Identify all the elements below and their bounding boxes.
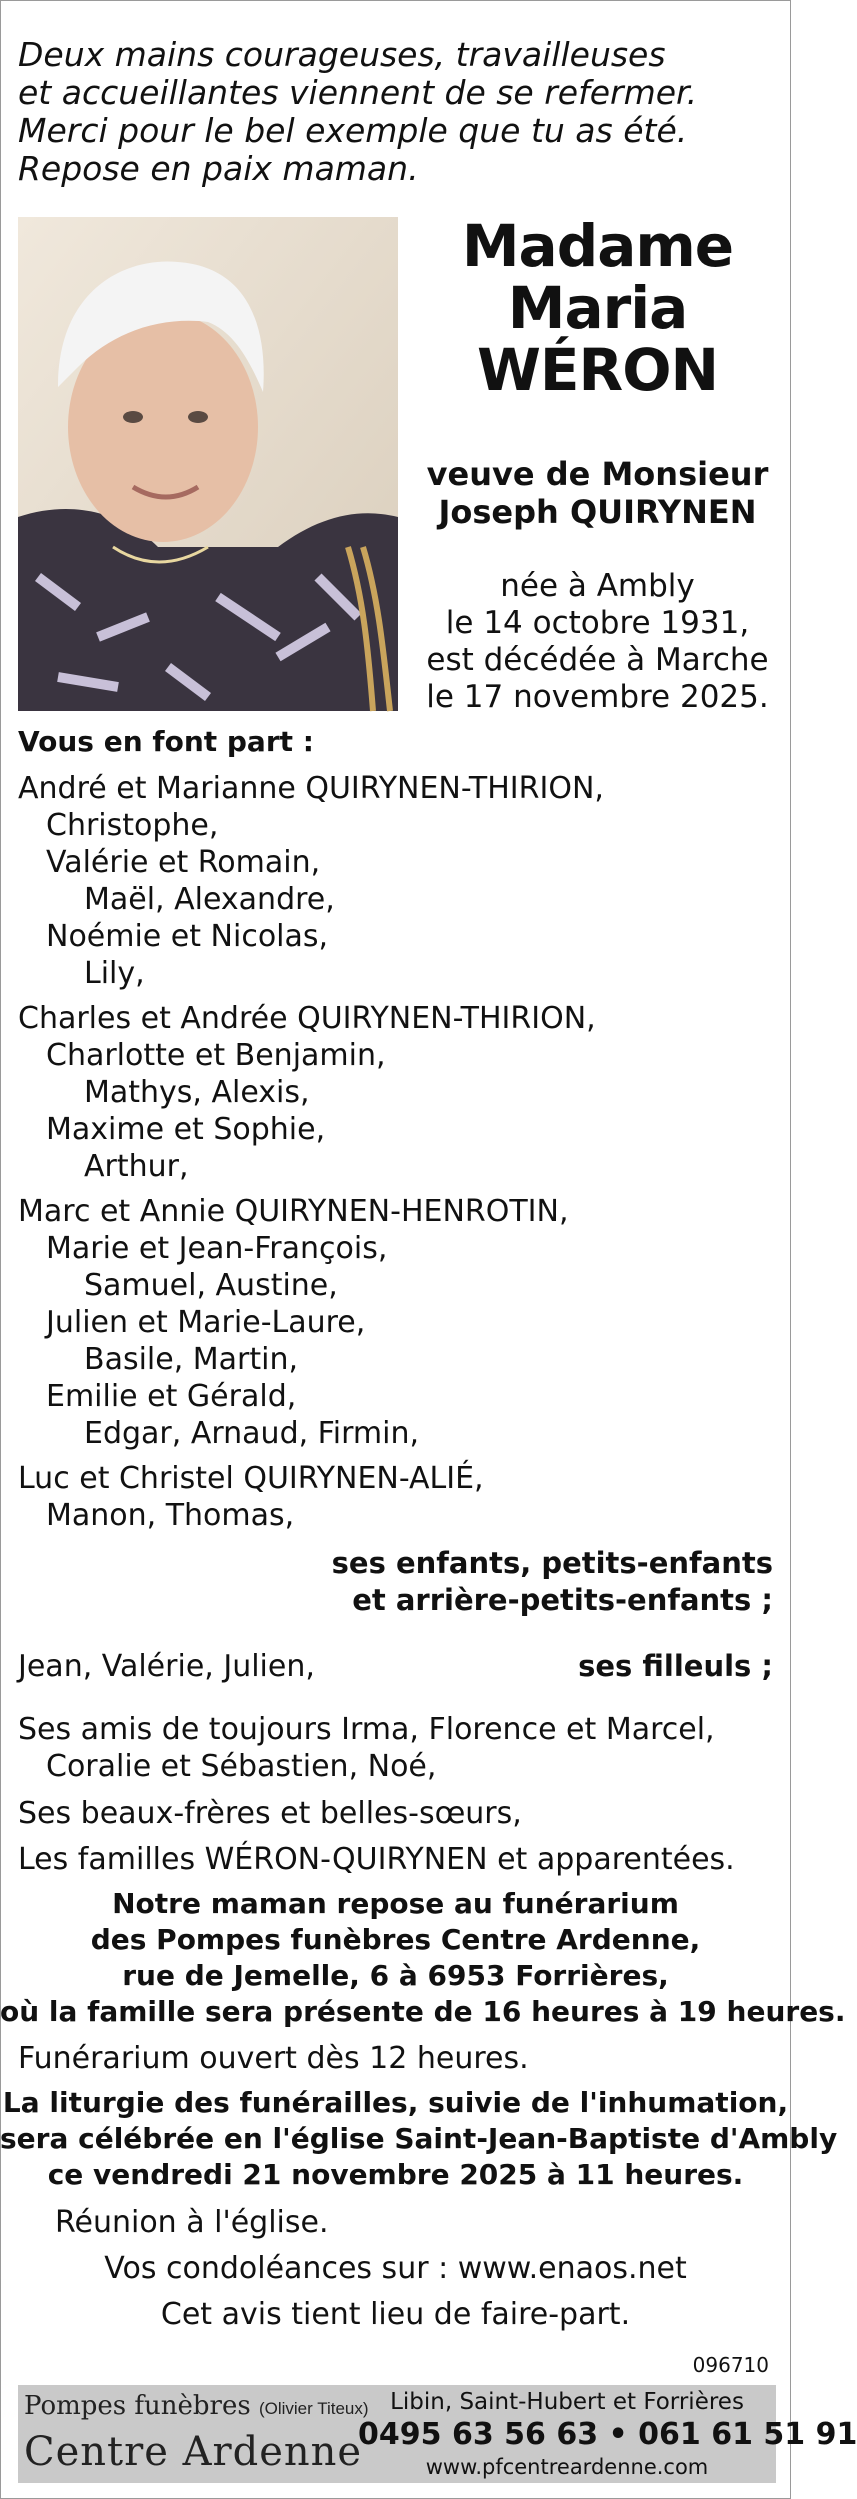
family-member: Mathys, Alexis, <box>84 1075 310 1110</box>
family-member: Marie et Jean-François, <box>46 1231 388 1266</box>
locations: Libin, Saint-Hubert et Forrières <box>390 2389 744 2415</box>
family-member: Edgar, Arnaud, Firmin, <box>84 1416 420 1451</box>
company-line2: Centre Ardenne <box>24 2429 363 2475</box>
godchildren-label: ses filleuls ; <box>578 1649 773 1683</box>
name-line: WÉRON <box>476 336 719 404</box>
poem-line: Repose en paix maman. <box>18 149 419 188</box>
notice-line: rue de Jemelle, 6 à 6953 Forrières, <box>122 1959 669 1992</box>
family-member: Valérie et Romain, <box>46 845 321 880</box>
notice-line: des Pompes funèbres Centre Ardenne, <box>90 1923 701 1956</box>
family-head: Marc et Annie QUIRYNEN-HENROTIN, <box>18 1194 569 1229</box>
families-line: Les familles WÉRON-QUIRYNEN et apparentées. <box>18 1842 735 1877</box>
funerarium-hours: Funérarium ouvert dès 12 heures. <box>18 2041 529 2076</box>
meeting-place: Réunion à l'église. <box>55 2205 329 2240</box>
family-member: Maël, Alexandre, <box>84 882 335 917</box>
funeral-home-logo <box>24 2389 376 2478</box>
family-member: Manon, Thomas, <box>46 1498 295 1533</box>
spouse-info <box>410 455 785 531</box>
children-label-line: et arrière-petits-enfants ; <box>352 1583 773 1617</box>
godchildren: Jean, Valérie, Julien, <box>18 1649 315 1684</box>
family-head: André et Marianne QUIRYNEN-THIRION, <box>18 771 604 806</box>
family-member: Basile, Martin, <box>84 1342 299 1377</box>
name-line: Madame <box>461 212 734 280</box>
family-head: Luc et Christel QUIRYNEN-ALIÉ, <box>18 1461 484 1496</box>
deceased-name <box>410 212 785 404</box>
children-label <box>332 1545 773 1619</box>
family-member: Maxime et Sophie, <box>46 1112 326 1147</box>
family-member: Christophe, <box>46 808 219 843</box>
date-line: le 17 novembre 2025. <box>426 679 769 715</box>
children-label-line: ses enfants, petits-enfants <box>331 1546 773 1580</box>
poem-line: et accueillantes viennent de se refermer. <box>18 73 698 112</box>
contact-block <box>358 2387 857 2481</box>
liturgy-line: sera célébrée en l'église Saint-Jean-Baptiste d'Ambly <box>0 2122 838 2155</box>
name-line: Maria <box>507 274 688 342</box>
company-line1 <box>24 2389 376 2426</box>
reference-number: 096710 <box>692 2353 769 2377</box>
portrait-photo <box>18 217 398 711</box>
date-line: le 14 octobre 1931, <box>445 605 750 641</box>
poem-line: Merci pour le bel exemple que tu as été. <box>18 111 688 150</box>
spouse-line: veuve de Monsieur <box>426 455 769 493</box>
spouse-line: Joseph QUIRYNEN <box>438 493 757 531</box>
family-member: Noémie et Nicolas, <box>46 919 329 954</box>
company-note: (Olivier Titeux) <box>258 2399 369 2418</box>
family-member: Lily, <box>84 956 145 991</box>
poem-line: Deux mains courageuses, travailleuses <box>18 35 666 74</box>
company-name: Pompes funèbres <box>24 2391 251 2421</box>
notice-line: Cet avis tient lieu de faire-part. <box>160 2297 631 2332</box>
website-link[interactable]: www.pfcentreardenne.com <box>425 2455 709 2479</box>
notice-line: Notre maman repose au funérarium <box>112 1887 679 1920</box>
liturgy-notice <box>0 2085 838 2193</box>
family-member: Samuel, Austine, <box>84 1268 338 1303</box>
poem <box>18 36 758 188</box>
birth-death-info <box>410 568 785 716</box>
date-line: née à Ambly <box>500 568 695 604</box>
family-head: Charles et Andrée QUIRYNEN-THIRION, <box>18 1001 596 1036</box>
portrait-image <box>18 217 398 711</box>
liturgy-line: ce vendredi 21 novembre 2025 à 11 heures. <box>47 2158 744 2191</box>
funeral-home-notice <box>0 1886 846 2030</box>
phone-numbers: 0495 63 56 63 • 061 61 51 91 <box>358 2417 857 2452</box>
condolences-line: Vos condoléances sur : www.enaos.net <box>104 2251 687 2286</box>
inlaws-line: Ses beaux-frères et belles-sœurs, <box>18 1796 522 1831</box>
date-line: est décédée à Marche <box>426 642 769 678</box>
liturgy-line: La liturgie des funérailles, suivie de l'inhumation, <box>2 2086 789 2119</box>
announcers-intro: Vous en font part : <box>18 725 314 758</box>
family-member: Arthur, <box>84 1149 189 1184</box>
notice-line: où la famille sera présente de 16 heures à 19 heures. <box>0 1995 846 2028</box>
family-member: Charlotte et Benjamin, <box>46 1038 386 1073</box>
friends-line: Coralie et Sébastien, Noé, <box>46 1749 437 1784</box>
friends-line: Ses amis de toujours Irma, Florence et Marcel, <box>18 1712 715 1747</box>
funeral-home-banner <box>18 2385 857 2483</box>
family-member: Emilie et Gérald, <box>46 1379 297 1414</box>
family-list <box>18 770 778 1534</box>
family-member: Julien et Marie-Laure, <box>46 1305 366 1340</box>
